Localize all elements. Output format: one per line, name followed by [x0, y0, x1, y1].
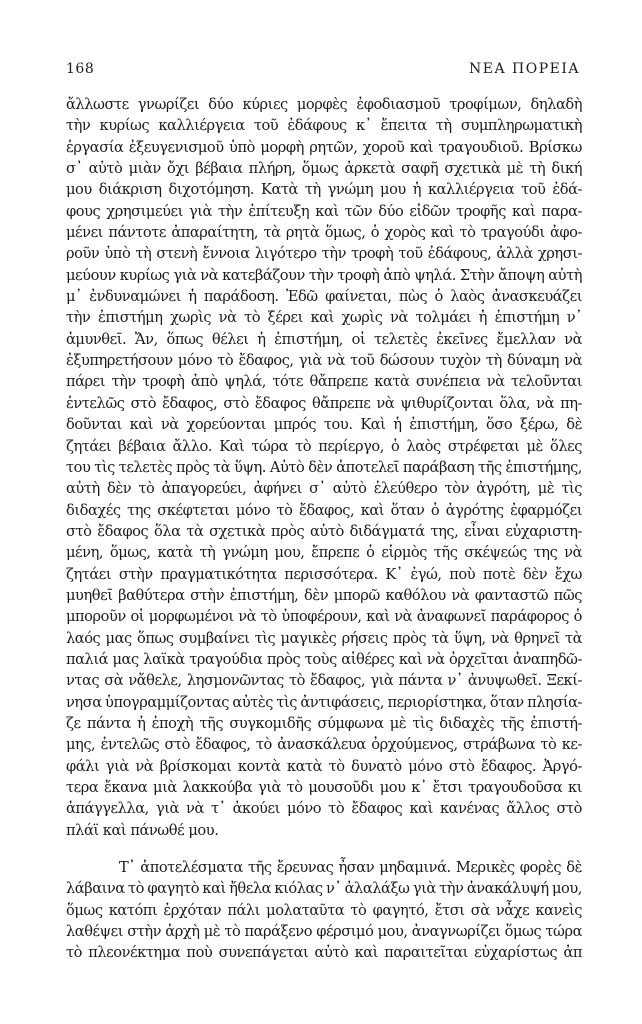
- text-line: μυηθεῖ βαθύτερα στὴν ἐπιστήμη, δὲν μπορῶ καθόλου νὰ φανταστῶ πῶς: [66, 586, 582, 604]
- text-line: ἀμυνθεῖ. Ἄν, ὅπως θέλει ἡ ἐπιστήμη, οἱ τελετὲς ἐκεῖνες ἔμελλαν νὰ: [66, 330, 582, 348]
- text-line: ἐξυπηρετήσουν μόνο τὸ ἔδαφος, γιὰ νὰ τοῦ δώσουν τυχὸν τὴ δύναμη νὰ: [66, 352, 582, 370]
- text-line: πλάϊ καὶ πάνωθέ μου.: [66, 821, 219, 839]
- text-line: τερα ἔκανα μιὰ λακκούβα γιὰ τὸ μουσοῦδι μου κ᾽ ἔτσι τραγουδοῦσα κι: [66, 779, 582, 796]
- text-line: μένει πάντοτε ἀπαραίτητη, τὰ ρητὰ ὅμως, ὁ χορὸς καὶ τὸ τραγούδι ἀφο-: [66, 224, 582, 242]
- text-line: πάρει τὴν τροφὴ ἀπὸ ψηλά, τότε θἄπρεπε κατὰ συνέπεια νὰ τελοῦνται: [66, 373, 582, 391]
- text-line: λαθέψει στὴν ἀρχὴ μὲ τὸ παράξενο φέρσιμό μου, ἀναγνωρίζει ὅμως τώρα: [66, 923, 582, 941]
- paragraph-gap: [66, 841, 582, 857]
- text-line: μένη, ὅμως, κατὰ τὴ γνώμη μου, ἔπρεπε ὁ εἱρμὸς τῆς σκέψεώς της νὰ: [66, 544, 582, 562]
- text-line: τὴν ἐπιστήμη χωρὶς νὰ τὸ ξέρει καὶ χωρὶς νὰ τολμάει ἡ ἐπιστήμη ν᾽: [66, 309, 582, 327]
- text-line: ἀπάγγελλα, γιὰ νὰ τ᾽ ἀκούει μόνο τὸ ἔδαφος καὶ κανένας ἄλλος στὸ: [66, 800, 582, 818]
- text-line: μης, ἐντελῶς στὸ ἔδαφος, τὸ ἀνασκάλευα ὀρχούμενος, στράβωνα τὸ κε-: [66, 736, 582, 754]
- text-line: ντας σὰ νἄθελε, λησμονῶντας τὸ ἔδαφος, γιὰ πάντα ν᾽ ἀνυψωθεῖ. Ξεκί-: [66, 672, 582, 690]
- text-line: ροῦν ὑπὸ τὴ στενὴ ἔννοια λιγότερο τὴν τροφὴ τοῦ ἐδάφους, ἀλλὰ χρησι-: [66, 245, 582, 263]
- text-line: τὸ πλεονέκτημα ποὺ συνεπάγεται αὐτὸ καὶ παραιτεῖται εὐχαρίστως ἀπ: [66, 944, 582, 962]
- running-head: ΝΕΑ ΠΟΡΕΙΑ: [469, 61, 580, 77]
- text-line: φάλι γιὰ νὰ βρίσκομαι κοντὰ κατὰ τὸ δυνατὸ μόνο στὸ ἔδαφος. Ἀργό-: [66, 757, 582, 775]
- text-line: Τ᾽ ἀποτελέσματα τῆς ἔρευνας ἦσαν μηδαμινά. Μερικὲς φορὲς δὲ: [119, 859, 582, 877]
- text-line: τὴν κυρίως καλλιέργεια τοῦ ἐδάφους κ᾽ ἔπειτα τὴ συμπληρωματικὴ: [66, 117, 582, 135]
- text-line: διδαχές της σκέφτεται μόνο τὸ ἔδαφος, καὶ ὅταν ὁ ἀγρότης ἐφαρμόζει: [66, 501, 582, 519]
- text-line: ἄλλωστε γνωρίζει δύο κύριες μορφὲς ἐφοδιασμοῦ τροφίμων, δηλαδὴ: [66, 96, 582, 113]
- text-line: μποροῦν οἱ μορφωμένοι νὰ τὸ ὑποφέρουν, καὶ νὰ ἀναφωνεῖ παράφορος ὁ: [66, 608, 582, 626]
- text-line: ζητάει βέβαια ἄλλο. Καὶ τώρα τὸ περίεργο, ὁ λαὸς στρέφεται μὲ ὅλες: [66, 437, 582, 455]
- text-line: ἐργασία ἐξευγενισμοῦ ὑπὸ μορφὴ ρητῶν, χοροῦ καὶ τραγουδιοῦ. Βρίσκω: [66, 138, 582, 156]
- paragraph: [66, 857, 582, 964]
- text-line: ὅμως κατόπι ἐρχόταν πάλι μολαταῦτα τὸ φαγητό, ἔτσι σὰ νἆχε κανεὶς: [66, 901, 582, 919]
- paragraph: [66, 94, 582, 841]
- body-text: [66, 94, 582, 964]
- text-line: του τὶς τελετὲς πρὸς τὰ ὕψη. Αὐτὸ δὲν ἀποτελεῖ παράβαση τῆς ἐπιστήμης,: [66, 458, 582, 476]
- text-line: νησα ὑπογραμμίζοντας αὐτὲς τὶς ἀντιφάσεις, περιορίστηκα, ὅταν πλησία-: [66, 693, 582, 711]
- text-line: ζε πάντα ἡ ἐποχὴ τῆς συγκομιδῆς σύμφωνα μὲ τὶς διδαχὲς τῆς ἐπιστή-: [66, 714, 582, 732]
- text-line: ἐντελῶς στὸ ἔδαφος, στὸ ἔδαφος θἄπρεπε νὰ ψιθυρίζονται ὅλα, νὰ πη-: [66, 394, 582, 412]
- text-line: δοῦνται καὶ νὰ χορεύονται μπρός του. Καὶ ἡ ἐπιστήμη, ὅσο ξέρω, δὲ: [66, 416, 582, 434]
- text-line: ζητάει στὴν πραγματικότητα περισσότερα. Κ᾽ ἐγώ, ποὺ ποτὲ δὲν ἔχω: [66, 565, 582, 583]
- text-line: παλιά μας λαϊκὰ τραγούδια πρὸς τοὺς αἰθέρες καὶ νὰ ὀρχεῖται ἀναπηδῶ-: [66, 650, 582, 668]
- text-line: μου διάκριση διχοτόμηση. Κατὰ τὴ γνώμη μου ἡ καλλιέργεια τοῦ ἐδά-: [66, 181, 582, 199]
- text-line: στὸ ἔδαφος ὅλα τὰ σχετικὰ πρὸς αὐτὸ διδάγματά της, εἶναι εὐχαριστη-: [66, 522, 582, 540]
- text-line: μ᾽ ἐνδυναμώνει ἡ παράδοση. Ἐδῶ φαίνεται, πὼς ὁ λαὸς ἀνασκευάζει: [66, 288, 582, 306]
- text-line: αὐτὴ δὲν τὸ ἀπαγορεύει, ἀφήνει σ᾽ αὐτὸ ἐλεύθερο τὸν ἀγρότη, μὲ τὶς: [66, 480, 582, 498]
- page-number: 168: [66, 61, 95, 77]
- text-line: μεύουν κυρίως γιὰ νὰ κατεβάζουν τὴν τροφὴ ἀπὸ ψηλά. Στὴν ἄποψη αὐτὴ: [66, 266, 582, 284]
- text-line: λαός μας ὅπως συμβαίνει τὶς μαγικὲς ρήσεις πρὸς τὰ ὕψη, νὰ θρηνεῖ τὰ: [66, 629, 582, 647]
- text-line: φους χρησιμεύει γιὰ τὴν ἐπίτευξη καὶ τῶν δύο εἰδῶν τροφῆς καὶ παρα-: [66, 202, 582, 220]
- text-line: λάβαινα τὸ φαγητὸ καὶ ἤθελα κιόλας ν᾽ ἀλαλάξω γιὰ τὴν ἀνακάλυψή μου,: [66, 880, 582, 898]
- text-line: σ᾽ αὐτὸ μιὰν ὄχι βέβαια πλήρη, ὅμως ἀρκετὰ σαφῆ σχετικὰ μὲ τὴ δική: [66, 160, 582, 178]
